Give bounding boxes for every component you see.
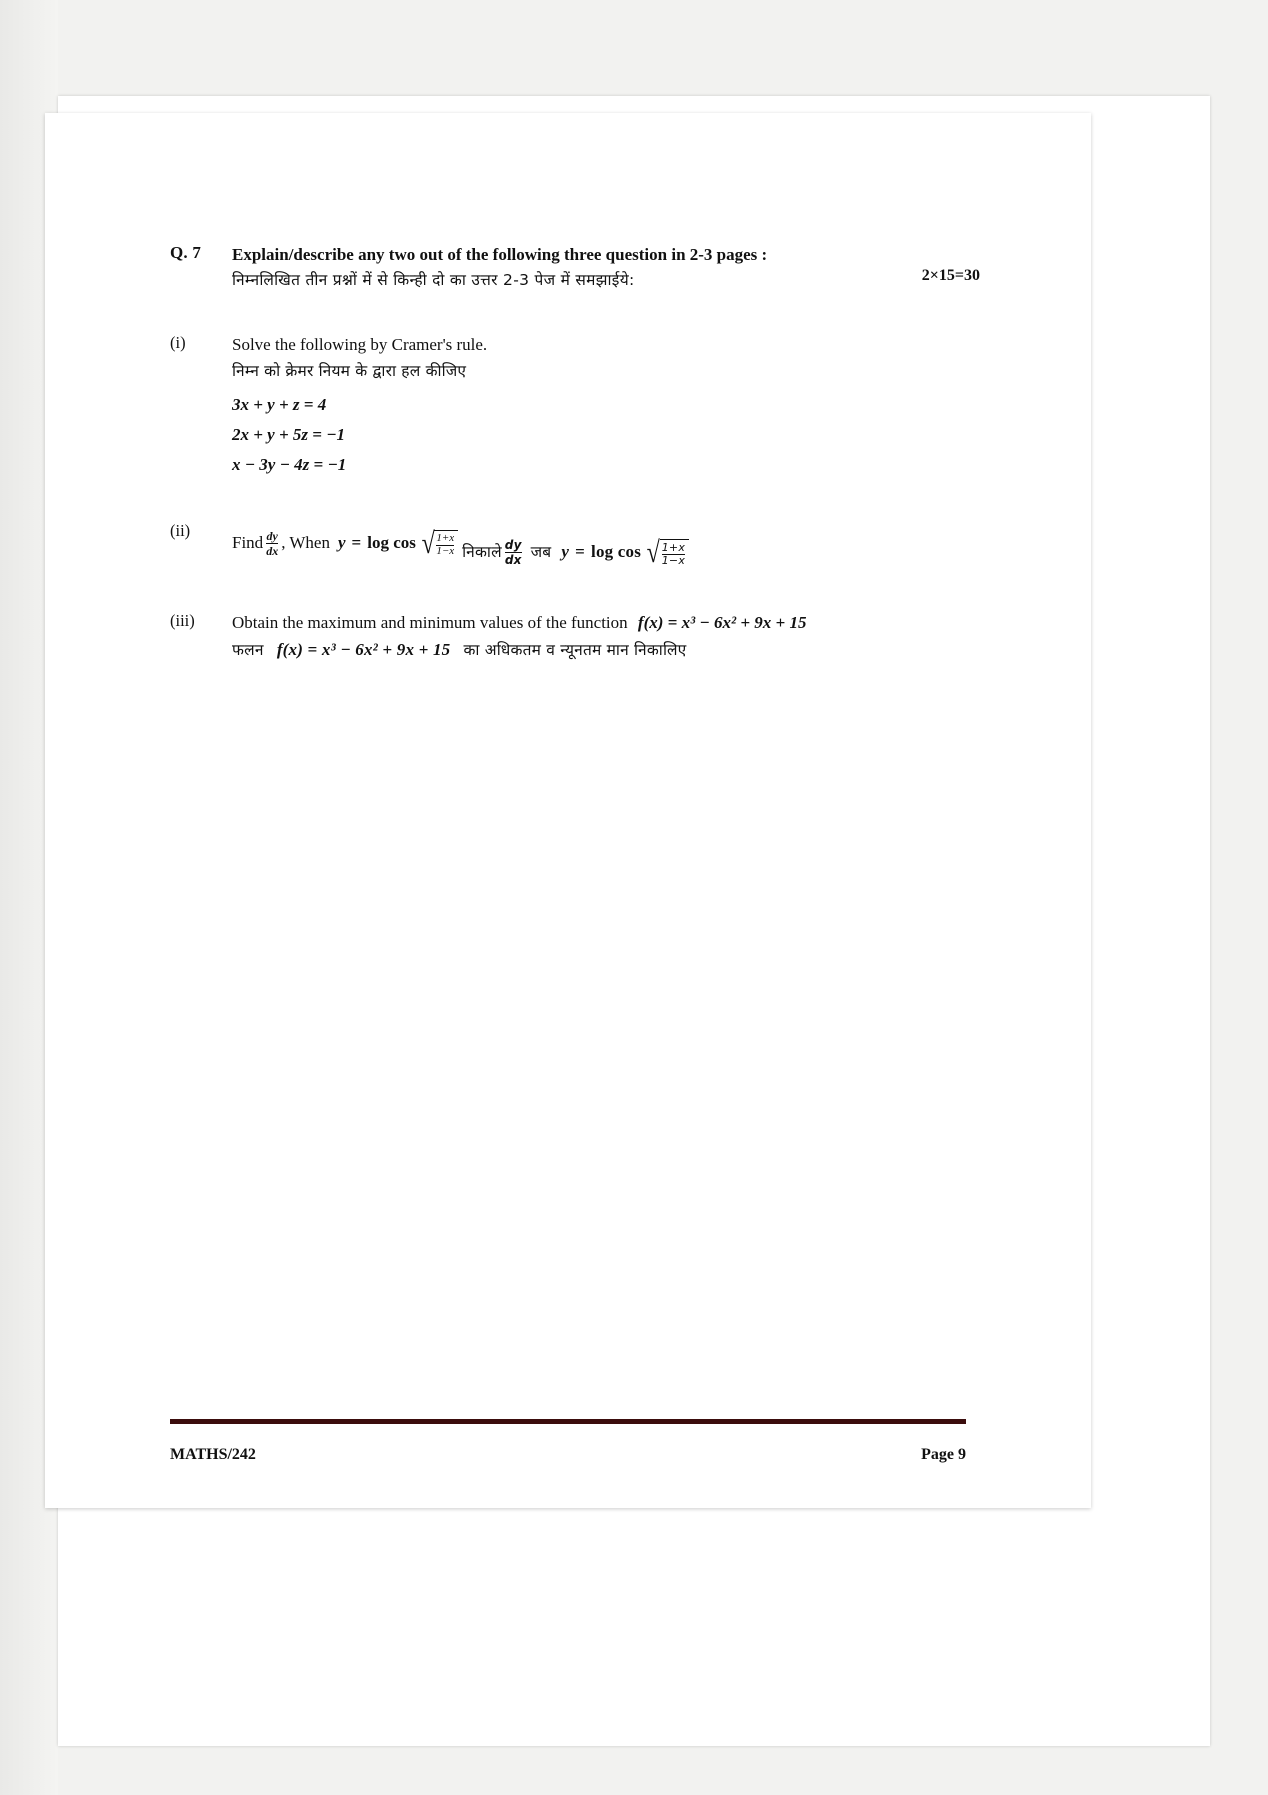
part-iii-function-hindi: f(x) = x³ − 6x² + 9x + 15 [276,639,451,659]
question-instruction-english: Explain/describe any two out of the following three question in 2-3 pages : [232,245,768,264]
part-ii [170,520,980,570]
question-number: Q. 7 [170,243,202,262]
part-iii [170,610,980,664]
part-iii-number: (iii) [170,611,195,631]
footer-divider [170,1419,966,1424]
radical-sign-icon-hindi: √ [646,536,661,570]
page-content [170,243,980,665]
part-i-equation-3: x − 3y − 4z = −1 [232,454,347,474]
question-instruction-group [232,243,767,292]
question-heading-body [232,243,980,292]
part-iii-text-hindi-pre: फलन [232,640,264,659]
radicand-denominator: 1−x [436,544,455,557]
derivative-fraction-english [266,530,278,557]
derivative-fraction-hindi [505,539,522,566]
part-iii-body [232,610,980,664]
derivative-numerator: dy [266,529,278,544]
part-i-text-hindi: निम्न को क्रेमर नियम के द्वारा हल कीजिए [232,361,467,380]
question-heading [170,243,980,292]
function-rhs-english: log cos [367,533,416,553]
document-page [45,113,1091,1508]
footer-subject-code: MATHS/242 [170,1446,256,1463]
part-iii-text-english: Obtain the maximum and minimum values of the function [232,613,628,633]
part-i-text-english: Solve the following by Cramer's rule. [232,335,488,355]
sqrt-english [420,527,458,561]
function-lhs-english: y [337,533,346,553]
part-ii-lead-hindi: निकाले [462,542,502,561]
part-i [170,332,980,479]
part-ii-mid-hindi: जब [530,542,552,561]
derivative-denominator-hindi: dx [504,552,522,567]
derivative-denominator: dx [266,543,279,558]
radicand-fraction-hindi [662,542,685,566]
part-ii-line-english [232,527,458,561]
part-ii-line-hindi [462,536,689,570]
radicand-fraction-english [436,533,454,557]
radicand-numerator-hindi: 1+x [661,541,686,555]
derivative-numerator-hindi: dy [504,538,522,553]
function-lhs-hindi: y [561,541,570,561]
part-iii-line-english [232,610,980,636]
page-footer [170,1446,966,1464]
radicand-numerator: 1+x [436,532,455,545]
part-i-equation-1: 3x + y + z = 4 [232,395,327,415]
part-i-body [232,332,980,479]
question-instruction-hindi: निम्नलिखित तीन प्रश्नों में से किन्ही दो का उत्तर 2-3 पेज में समझाईये: [232,270,635,289]
part-i-number: (i) [170,333,186,353]
footer-page-number: Page 9 [921,1446,966,1463]
radicand-english [434,530,458,557]
radicand-denominator-hindi: 1−x [661,553,686,567]
equals-sign-english: = [351,533,362,553]
equals-sign-hindi: = [575,541,586,561]
part-ii-number: (ii) [170,520,191,540]
part-ii-body [232,520,980,570]
function-rhs-hindi: log cos [591,541,642,561]
radical-sign-icon: √ [421,527,435,561]
part-iii-function-english: f(x) = x³ − 6x² + 9x + 15 [637,613,807,633]
radicand-hindi [660,539,689,566]
part-i-equation-2: 2x + y + 5z = −1 [232,425,346,445]
part-ii-lead-english: Find [232,533,264,553]
part-iii-text-hindi-post: का अधिकतम व न्यूनतम मान निकालिए [463,640,687,659]
question-heading-row [232,243,980,292]
sqrt-hindi [645,536,689,570]
question-marks: 2×15=30 [921,267,980,284]
part-iii-line-hindi [232,636,980,665]
part-ii-mid-english: , When [281,533,330,553]
